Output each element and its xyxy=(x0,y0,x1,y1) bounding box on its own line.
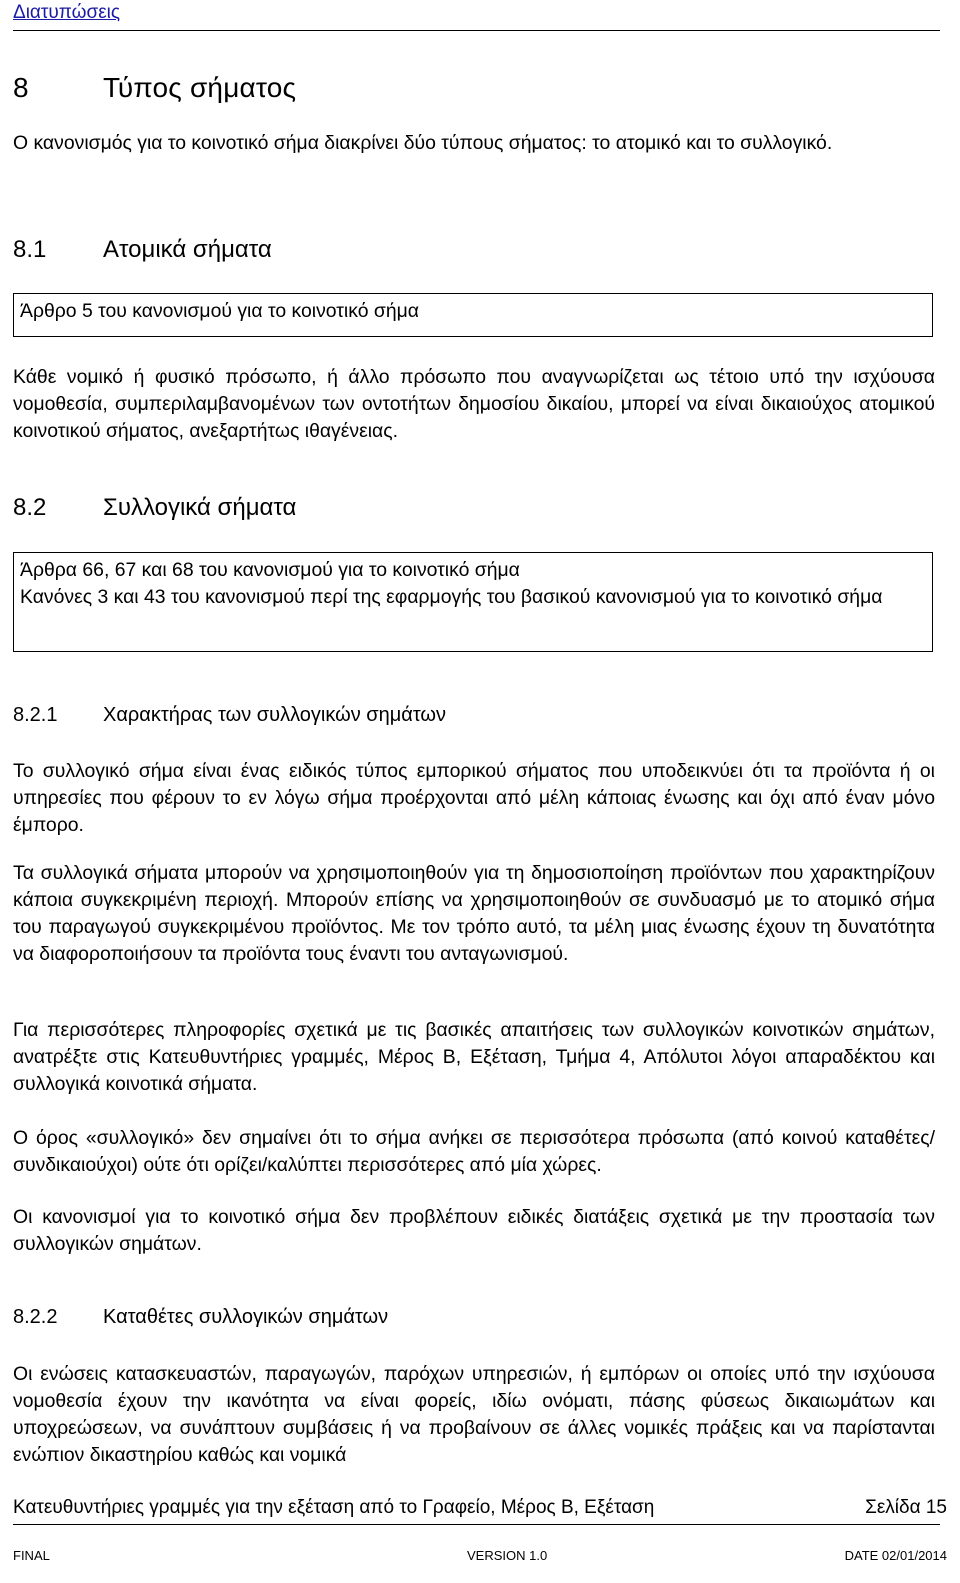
legal-reference: Άρθρο 5 του κανονισμού για το κοινοτικό σήμα xyxy=(20,300,420,322)
footer-title: Κατευθυντήριες γραμμές για την εξέταση από το Γραφείο, Μέρος Β, Εξέταση xyxy=(13,1497,655,1518)
section-title: Καταθέτες συλλογικών σημάτων xyxy=(103,1306,389,1328)
section-number: 8 xyxy=(13,72,29,103)
section-8-intro: Ο κανονισμός για το κοινοτικό σήμα διακρίνει δύο τύπους σήματος: το ατομικό και το συλλογικό. xyxy=(13,132,833,154)
legal-reference-box xyxy=(13,293,933,337)
section-title: Ατομικά σήματα xyxy=(103,236,272,263)
date-label: DATE 02/01/2014 xyxy=(844,1548,947,1563)
section-8-2-heading xyxy=(13,494,296,522)
section-number: 8.2.2 xyxy=(13,1306,58,1328)
version-label: VERSION 1.0 xyxy=(467,1548,548,1563)
section-title: Χαρακτήρας των συλλογικών σημάτων xyxy=(103,704,447,726)
paragraph: Οι ενώσεις κατασκευαστών, παραγωγών, παρόχων υπηρεσιών, ή εμπόρων οι οποίες υπό την ισχύουσα νομοθεσία έχουν την ικανότητα να είναι φορείς, ιδίω ονόματι, πάσης φύσεως δικαιωμάτων και υποχρεώσεων, να συνάπτουν συμβάσεις ή να προβαίνουν σε άλλες νομικές πράξεις και να παρίστανται ενώπιον δικαστηρίου καθώς και νομικά xyxy=(13,1363,935,1466)
section-8-2-1-heading xyxy=(13,704,446,727)
legal-reference-box xyxy=(13,552,933,652)
section-number: 8.2 xyxy=(13,494,47,521)
section-8-1-paragraph: Κάθε νομικό ή φυσικό πρόσωπο, ή άλλο πρόσωπο που αναγνωρίζεται ως τέτοιο υπό την ισχύουσα νομοθεσία, συμπεριλαμβανομένων των οντοτήτων δημοσίου δικαίου, μπορεί να είναι δικαιούχος ατομικού κοινοτικού σήματος, ανεξαρτήτως ιθαγένειας. xyxy=(13,366,935,442)
paragraph: Το συλλογικό σήμα είναι ένας ειδικός τύπος εμπορικού σήματος που υποδεικνύει ότι τα προϊόντα ή οι υπηρεσίες που φέρουν το εν λόγω σήμα προέρχονται από μέλη κάποιας ένωσης και όχι από έναν μόνο έμπορο. xyxy=(13,760,935,836)
section-title: Συλλογικά σήματα xyxy=(103,494,297,521)
footer-rule xyxy=(13,1524,940,1525)
section-number: 8.2.1 xyxy=(13,704,58,726)
section-8-1-heading xyxy=(13,236,272,264)
section-8-heading xyxy=(13,72,296,104)
legal-reference: Κανόνες 3 και 43 του κανονισμού περί της εφαρμογής του βασικού κανονισμού για το κοινοτικό σήμα xyxy=(20,586,883,608)
paragraph: Οι κανονισμοί για το κοινοτικό σήμα δεν προβλέπουν ειδικές διατάξεις σχετικά με την προστασία των συλλογικών σημάτων. xyxy=(13,1206,935,1255)
header-link[interactable]: Διατυπώσεις xyxy=(13,2,121,23)
final-label: FINAL xyxy=(13,1548,50,1563)
paragraph: Τα συλλογικά σήματα μπορούν να χρησιμοποιηθούν για τη δημοσιοποίηση προϊόντων που χαρακτηρίζουν κάποια συγκεκριμένη περιοχή. Μπορούν επίσης να χρησιμοποιηθούν σε συνδυασμό με το ατομικό σήμα του παραγωγού συγκεκριμένου προϊόντος. Με τον τρόπο αυτό, τα μέλη μιας ένωσης έχουν τη δυνατότητα να διαφοροποιήσουν τα προϊόντα τους έναντι του ανταγωνισμού. xyxy=(13,862,935,965)
page-number: Σελίδα 15 xyxy=(865,1497,947,1518)
section-8-2-2-heading xyxy=(13,1306,388,1329)
section-title: Τύπος σήματος xyxy=(103,72,297,103)
paragraph: Ο όρος «συλλογικό» δεν σημαίνει ότι το σήμα ανήκει σε περισσότερα πρόσωπα (από κοινού καταθέτες/συνδικαιούχοι) ούτε ότι ορίζει/καλύπτει περισσότερες από μία χώρες. xyxy=(13,1127,935,1176)
header-rule xyxy=(13,30,940,31)
section-number: 8.1 xyxy=(13,236,47,263)
paragraph: Για περισσότερες πληροφορίες σχετικά με τις βασικές απαιτήσεις των συλλογικών κοινοτικών σημάτων, ανατρέξτε στις Κατευθυντήριες γραμμές, Μέρος Β, Εξέταση, Τμήμα 4, Απόλυτοι λόγοι απαραδέκτου και συλλογικά κοινοτικά σήματα. xyxy=(13,1019,935,1095)
legal-reference: Άρθρα 66, 67 και 68 του κανονισμού για το κοινοτικό σήμα xyxy=(20,559,520,581)
